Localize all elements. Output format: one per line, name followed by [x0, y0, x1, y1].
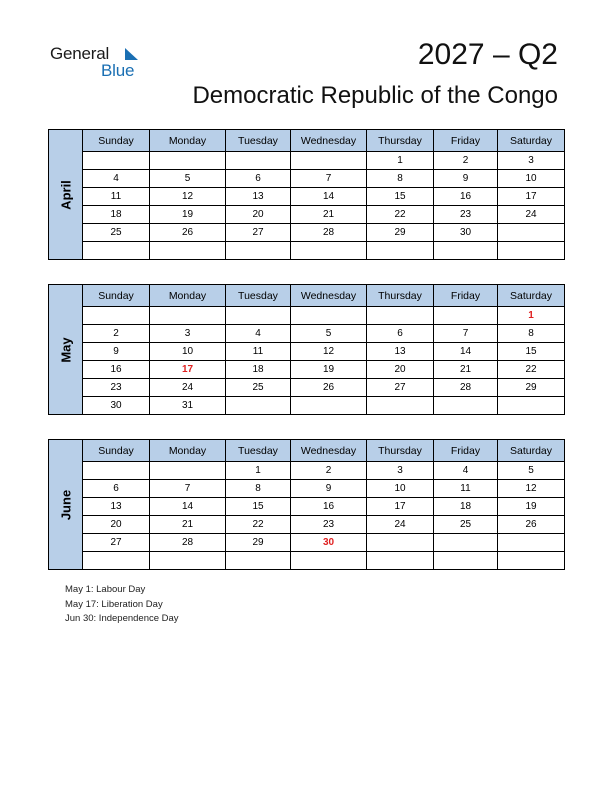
- day-cell: 29: [367, 224, 434, 242]
- day-cell: [434, 552, 498, 570]
- day-cell: [367, 307, 434, 325]
- day-cell: 9: [83, 343, 150, 361]
- day-cell: 27: [83, 534, 150, 552]
- holiday-notes: [65, 583, 179, 627]
- weekday-header: Wednesday: [291, 130, 367, 152]
- week-row: [49, 462, 565, 480]
- day-cell: 17: [367, 498, 434, 516]
- day-cell: 20: [367, 361, 434, 379]
- day-cell: [226, 152, 291, 170]
- month-name: April: [58, 179, 73, 210]
- day-cell: 18: [226, 361, 291, 379]
- day-cell: 24: [367, 516, 434, 534]
- week-row: [49, 206, 565, 224]
- weekday-header: Tuesday: [226, 440, 291, 462]
- day-cell: 3: [150, 325, 226, 343]
- month-table: [48, 129, 565, 260]
- day-cell: [367, 397, 434, 415]
- day-cell: 6: [226, 170, 291, 188]
- day-cell: [83, 152, 150, 170]
- weekday-header-row: [49, 130, 565, 152]
- day-cell: [291, 397, 367, 415]
- weekday-header-row: [49, 285, 565, 307]
- day-cell: 16: [83, 361, 150, 379]
- day-cell: [150, 307, 226, 325]
- day-cell: 2: [434, 152, 498, 170]
- day-cell: [434, 534, 498, 552]
- week-row: [49, 552, 565, 570]
- day-cell: 8: [498, 325, 565, 343]
- week-row: [49, 343, 565, 361]
- day-cell: 15: [226, 498, 291, 516]
- day-cell: 6: [83, 480, 150, 498]
- day-cell: 21: [434, 361, 498, 379]
- weekday-header: Sunday: [83, 440, 150, 462]
- weekday-header: Tuesday: [226, 285, 291, 307]
- holiday-note: Jun 30: Independence Day: [65, 613, 179, 624]
- day-cell: [498, 534, 565, 552]
- weekday-header: Monday: [150, 285, 226, 307]
- day-cell: 10: [367, 480, 434, 498]
- day-cell: 20: [226, 206, 291, 224]
- weekday-header: Saturday: [498, 130, 565, 152]
- day-cell: 7: [150, 480, 226, 498]
- week-row: [49, 534, 565, 552]
- day-cell: 3: [498, 152, 565, 170]
- month-label-cell: [49, 440, 83, 570]
- day-cell: 14: [434, 343, 498, 361]
- day-cell: [367, 242, 434, 260]
- day-cell: 18: [83, 206, 150, 224]
- weekday-header: Monday: [150, 440, 226, 462]
- weekday-header: Saturday: [498, 285, 565, 307]
- day-cell: 29: [226, 534, 291, 552]
- day-cell: [367, 552, 434, 570]
- day-cell: 22: [367, 206, 434, 224]
- day-cell: 19: [150, 206, 226, 224]
- week-row: [49, 325, 565, 343]
- day-cell: [226, 242, 291, 260]
- day-cell: 8: [226, 480, 291, 498]
- day-cell: [434, 307, 498, 325]
- day-cell: 5: [498, 462, 565, 480]
- day-cell: 28: [291, 224, 367, 242]
- weekday-header: Friday: [434, 285, 498, 307]
- week-row: [49, 152, 565, 170]
- day-cell: 11: [226, 343, 291, 361]
- day-cell: 17: [150, 361, 226, 379]
- day-cell: 30: [83, 397, 150, 415]
- day-cell: 16: [291, 498, 367, 516]
- weekday-header: Wednesday: [291, 440, 367, 462]
- weekday-header: Thursday: [367, 130, 434, 152]
- day-cell: 22: [226, 516, 291, 534]
- weekday-header: Friday: [434, 440, 498, 462]
- month-table: [48, 439, 565, 570]
- day-cell: 30: [291, 534, 367, 552]
- day-cell: 28: [434, 379, 498, 397]
- holiday-note: May 1: Labour Day: [65, 584, 146, 595]
- day-cell: 4: [434, 462, 498, 480]
- week-row: [49, 516, 565, 534]
- day-cell: [226, 307, 291, 325]
- day-cell: [83, 307, 150, 325]
- month-table: [48, 284, 565, 415]
- day-cell: [291, 552, 367, 570]
- day-cell: [150, 462, 226, 480]
- day-cell: 13: [367, 343, 434, 361]
- weekday-header: Monday: [150, 130, 226, 152]
- day-cell: [226, 552, 291, 570]
- day-cell: 26: [150, 224, 226, 242]
- logo-blue-text: Blue: [101, 61, 135, 80]
- day-cell: 18: [434, 498, 498, 516]
- day-cell: 2: [291, 462, 367, 480]
- day-cell: 9: [434, 170, 498, 188]
- country-title: Democratic Republic of the Congo: [192, 82, 558, 109]
- week-row: [49, 307, 565, 325]
- day-cell: 6: [367, 325, 434, 343]
- day-cell: 20: [83, 516, 150, 534]
- day-cell: 24: [150, 379, 226, 397]
- day-cell: [498, 552, 565, 570]
- day-cell: 9: [291, 480, 367, 498]
- calendar-june: [48, 439, 564, 570]
- day-cell: 31: [150, 397, 226, 415]
- day-cell: 13: [226, 188, 291, 206]
- month-label-cell: [49, 130, 83, 260]
- calendar-april: [48, 129, 564, 260]
- month-name: May: [58, 336, 73, 363]
- day-cell: [150, 152, 226, 170]
- weekday-header: Thursday: [367, 440, 434, 462]
- day-cell: [498, 242, 565, 260]
- day-cell: [291, 242, 367, 260]
- week-row: [49, 480, 565, 498]
- day-cell: 25: [226, 379, 291, 397]
- day-cell: [150, 552, 226, 570]
- day-cell: 13: [83, 498, 150, 516]
- day-cell: [498, 224, 565, 242]
- day-cell: 25: [434, 516, 498, 534]
- calendar-may: [48, 284, 564, 415]
- week-row: [49, 188, 565, 206]
- day-cell: 3: [367, 462, 434, 480]
- day-cell: 7: [291, 170, 367, 188]
- weekday-header: Tuesday: [226, 130, 291, 152]
- weekday-header: Sunday: [83, 285, 150, 307]
- weekday-header: Saturday: [498, 440, 565, 462]
- day-cell: 14: [150, 498, 226, 516]
- day-cell: 17: [498, 188, 565, 206]
- day-cell: [291, 307, 367, 325]
- day-cell: [498, 397, 565, 415]
- generalblue-logo: [50, 44, 150, 84]
- day-cell: [83, 462, 150, 480]
- weekday-header: Wednesday: [291, 285, 367, 307]
- day-cell: 10: [150, 343, 226, 361]
- week-row: [49, 361, 565, 379]
- day-cell: 5: [291, 325, 367, 343]
- week-row: [49, 397, 565, 415]
- day-cell: 4: [83, 170, 150, 188]
- day-cell: 27: [367, 379, 434, 397]
- day-cell: 26: [291, 379, 367, 397]
- day-cell: [434, 397, 498, 415]
- day-cell: 5: [150, 170, 226, 188]
- day-cell: 16: [434, 188, 498, 206]
- day-cell: 11: [434, 480, 498, 498]
- day-cell: 12: [291, 343, 367, 361]
- day-cell: 25: [83, 224, 150, 242]
- day-cell: 19: [498, 498, 565, 516]
- day-cell: 24: [498, 206, 565, 224]
- day-cell: 7: [434, 325, 498, 343]
- week-row: [49, 379, 565, 397]
- day-cell: 23: [434, 206, 498, 224]
- week-row: [49, 224, 565, 242]
- day-cell: 23: [291, 516, 367, 534]
- week-row: [49, 242, 565, 260]
- day-cell: 21: [150, 516, 226, 534]
- day-cell: [434, 242, 498, 260]
- week-row: [49, 498, 565, 516]
- day-cell: 15: [367, 188, 434, 206]
- day-cell: 19: [291, 361, 367, 379]
- day-cell: 1: [498, 307, 565, 325]
- quarter-title: 2027 – Q2: [417, 38, 558, 71]
- day-cell: 15: [498, 343, 565, 361]
- holiday-note: May 17: Liberation Day: [65, 598, 163, 610]
- day-cell: 1: [367, 152, 434, 170]
- day-cell: 21: [291, 206, 367, 224]
- day-cell: 23: [83, 379, 150, 397]
- day-cell: 14: [291, 188, 367, 206]
- weekday-header: Friday: [434, 130, 498, 152]
- logo-general-text: General: [50, 44, 110, 63]
- month-label-cell: [49, 285, 83, 415]
- day-cell: 29: [498, 379, 565, 397]
- day-cell: [367, 534, 434, 552]
- day-cell: 1: [226, 462, 291, 480]
- day-cell: 11: [83, 188, 150, 206]
- day-cell: 12: [150, 188, 226, 206]
- day-cell: [83, 552, 150, 570]
- day-cell: [226, 397, 291, 415]
- weekday-header: Sunday: [83, 130, 150, 152]
- day-cell: [291, 152, 367, 170]
- day-cell: 27: [226, 224, 291, 242]
- day-cell: [150, 242, 226, 260]
- day-cell: [83, 242, 150, 260]
- day-cell: 8: [367, 170, 434, 188]
- day-cell: 4: [226, 325, 291, 343]
- weekday-header: Thursday: [367, 285, 434, 307]
- day-cell: 10: [498, 170, 565, 188]
- weekday-header-row: [49, 440, 565, 462]
- day-cell: 26: [498, 516, 565, 534]
- day-cell: 12: [498, 480, 565, 498]
- week-row: [49, 170, 565, 188]
- day-cell: 22: [498, 361, 565, 379]
- day-cell: 30: [434, 224, 498, 242]
- day-cell: 28: [150, 534, 226, 552]
- day-cell: 2: [83, 325, 150, 343]
- month-name: June: [58, 489, 73, 520]
